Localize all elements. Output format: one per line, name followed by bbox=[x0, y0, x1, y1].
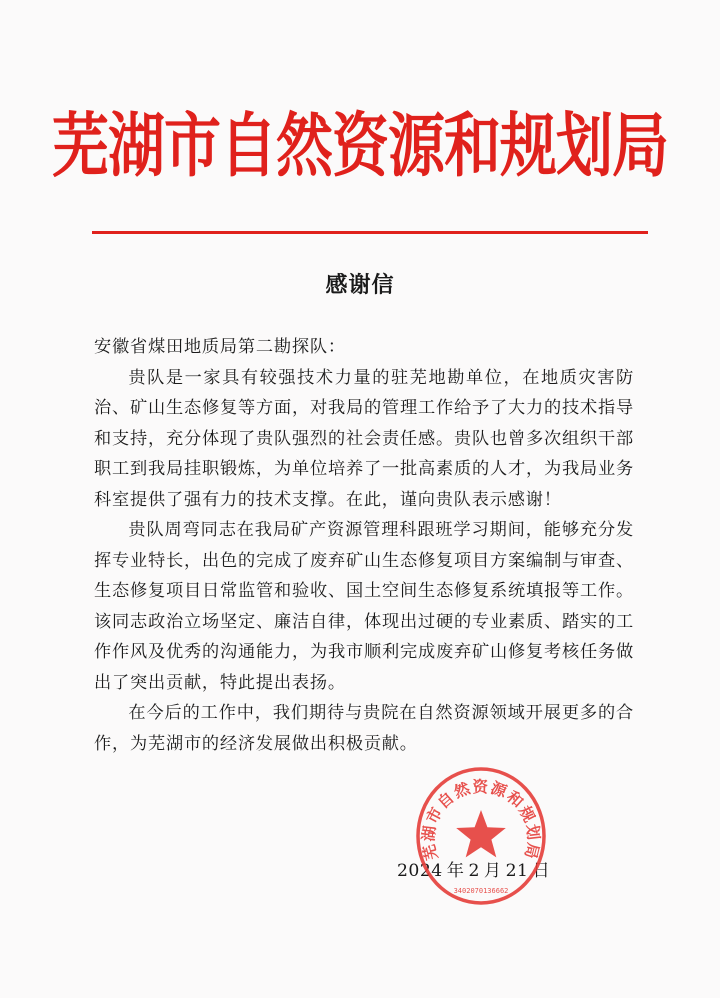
date-day: 21 bbox=[505, 861, 529, 881]
date-year-unit: 年 bbox=[446, 861, 465, 881]
salutation: 安徽省煤田地质局第二勘探队： bbox=[94, 337, 346, 357]
seal-arc-textpath: 芜湖市自然资源和规划局 bbox=[419, 777, 543, 862]
paragraph-1: 贵队是一家具有较强技术力量的驻芜地勘单位，在地质灾害防治、矿山生态修复等方面，对我局的管理工作给予了大力的技术指导和支持，充分体现了贵队强烈的社会责任感。贵队也曾多次组织干部职工到我局挂职锻炼，为单位培养了一批高素质的人才，为我局业务科室提供了强有力的技术支撑。在此，谨向贵队表示感谢！ bbox=[94, 367, 634, 510]
paragraph-3: 在今后的工作中，我们期待与贵院在自然资源领域开展更多的合作，为芜湖市的经济发展做出积极贡献。 bbox=[94, 703, 634, 754]
date-day-unit: 日 bbox=[532, 861, 551, 881]
letter-body bbox=[94, 332, 634, 759]
issuer-header: 芜湖市自然资源和规划局 bbox=[52, 105, 668, 187]
header-divider bbox=[92, 231, 648, 234]
date-month: 2 bbox=[468, 861, 480, 881]
official-seal-stamp bbox=[412, 760, 550, 910]
date-month-unit: 月 bbox=[483, 861, 502, 881]
seal-star-icon bbox=[456, 810, 506, 857]
date-year: 2024 bbox=[397, 861, 443, 881]
seal-code: 3402070136662 bbox=[453, 887, 509, 895]
paragraph-2: 贵队周弯同志在我局矿产资源管理科跟班学习期间，能够充分发挥专业特长，出色的完成了废弃矿山生态修复项目方案编制与审查、生态修复项目日常监管和验收、国土空间生态修复系统填报等工作。该同志政治立场坚定、廉洁自律，体现出过硬的专业素质、踏实的工作作风及优秀的沟通能力，为我市顺利完成废弃矿山修复考核任务做出了突出贡献，特此提出表扬。 bbox=[94, 520, 634, 693]
letter-title: 感谢信 bbox=[325, 272, 395, 298]
